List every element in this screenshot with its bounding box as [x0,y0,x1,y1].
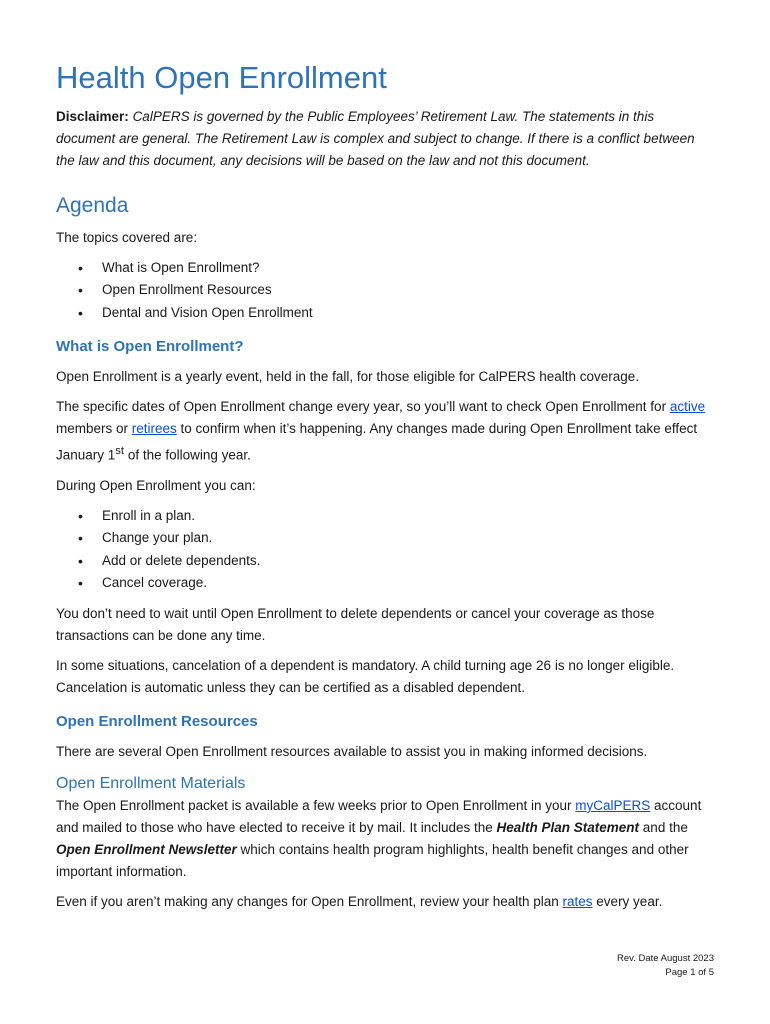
what-is-heading: What is Open Enrollment? [56,338,244,356]
revision-date: Rev. Date August 2023 [617,953,714,964]
disclaimer-label: Disclaimer: [56,108,129,124]
text-run: members or [56,421,132,437]
health-plan-statement: Health Plan Statement [496,819,640,835]
mycalpers-link[interactable]: myCalPERS [575,797,651,813]
agenda-heading: Agenda [56,193,129,217]
list-item: • Add or delete dependents. [78,550,716,573]
document-page [56,60,716,913]
superscript: st [115,445,125,458]
retirees-link[interactable]: retirees [131,421,177,437]
agenda-intro: The topics covered are: [56,229,198,245]
can-list [56,505,716,595]
page-title: Health Open Enrollment [56,60,387,95]
resources-paragraph: There are several Open Enrollment resources available to assist you in making informed decisions. [56,743,648,759]
text-run: The Open Enrollment packet is available a few weeks prior to Open Enrollment in your [56,797,576,813]
text-run: Even if you aren’t making any changes for Open Enrollment, review your health plan [56,893,563,909]
list-item: • Dental and Vision Open Enrollment [78,302,716,325]
text-run: The specific dates of Open Enrollment change every year, so you’ll want to check Open Enrollment for [56,399,670,415]
list-item: • Change your plan. [78,527,716,550]
materials-paragraph-1 [56,795,716,883]
text-run: to confirm when it’s happening. Any changes made during Open Enrollment take effect January 1 [56,421,698,463]
page-number: Page 1 of 5 [665,967,714,978]
resources-heading: Open Enrollment Resources [56,712,258,730]
text-run: and the [639,819,688,835]
disclaimer [56,106,716,172]
materials-heading: Open Enrollment Materials [56,774,246,792]
list-item: • What is Open Enrollment? [78,257,716,280]
rates-link[interactable]: rates [562,893,593,909]
text-run: account and mailed to those who have elected to receive it by mail. It includes the [56,797,702,835]
what-is-paragraph-3: During Open Enrollment you can: [56,477,256,493]
agenda-list [56,257,716,325]
text-run: of the following year. [124,447,251,463]
list-item: • Cancel coverage. [78,572,716,595]
materials-paragraph-2 [56,891,716,913]
what-is-paragraph-4: You don’t need to wait until Open Enrollment to delete dependents or cancel your coverage as those transactions can be done any time. [56,605,655,643]
page-footer [617,952,714,980]
active-members-link[interactable]: active [669,399,706,415]
what-is-paragraph-5: In some situations, cancelation of a dependent is mandatory. A child turning age 26 is no longer eligible. Cancelation is automatic unless they can be certified as a disabled dependent. [56,657,675,695]
what-is-paragraph-1: Open Enrollment is a yearly event, held in the fall, for those eligible for CalPERS health coverage. [56,369,640,385]
disclaimer-text: CalPERS is governed by the Public Employees’ Retirement Law. The statements in this document are general. The Retirement Law is complex and subject to change. If there is a conflict between the law and this document, any decisions will be based on the law and not this document. [56,108,695,168]
list-item: • Open Enrollment Resources [78,279,716,302]
text-run: which contains health program highlights, health benefit changes and other important information. [56,841,689,879]
text-run: every year. [592,893,663,909]
what-is-paragraph-2 [56,396,716,467]
list-item: • Enroll in a plan. [78,505,716,528]
open-enrollment-newsletter: Open Enrollment Newsletter [56,841,237,857]
